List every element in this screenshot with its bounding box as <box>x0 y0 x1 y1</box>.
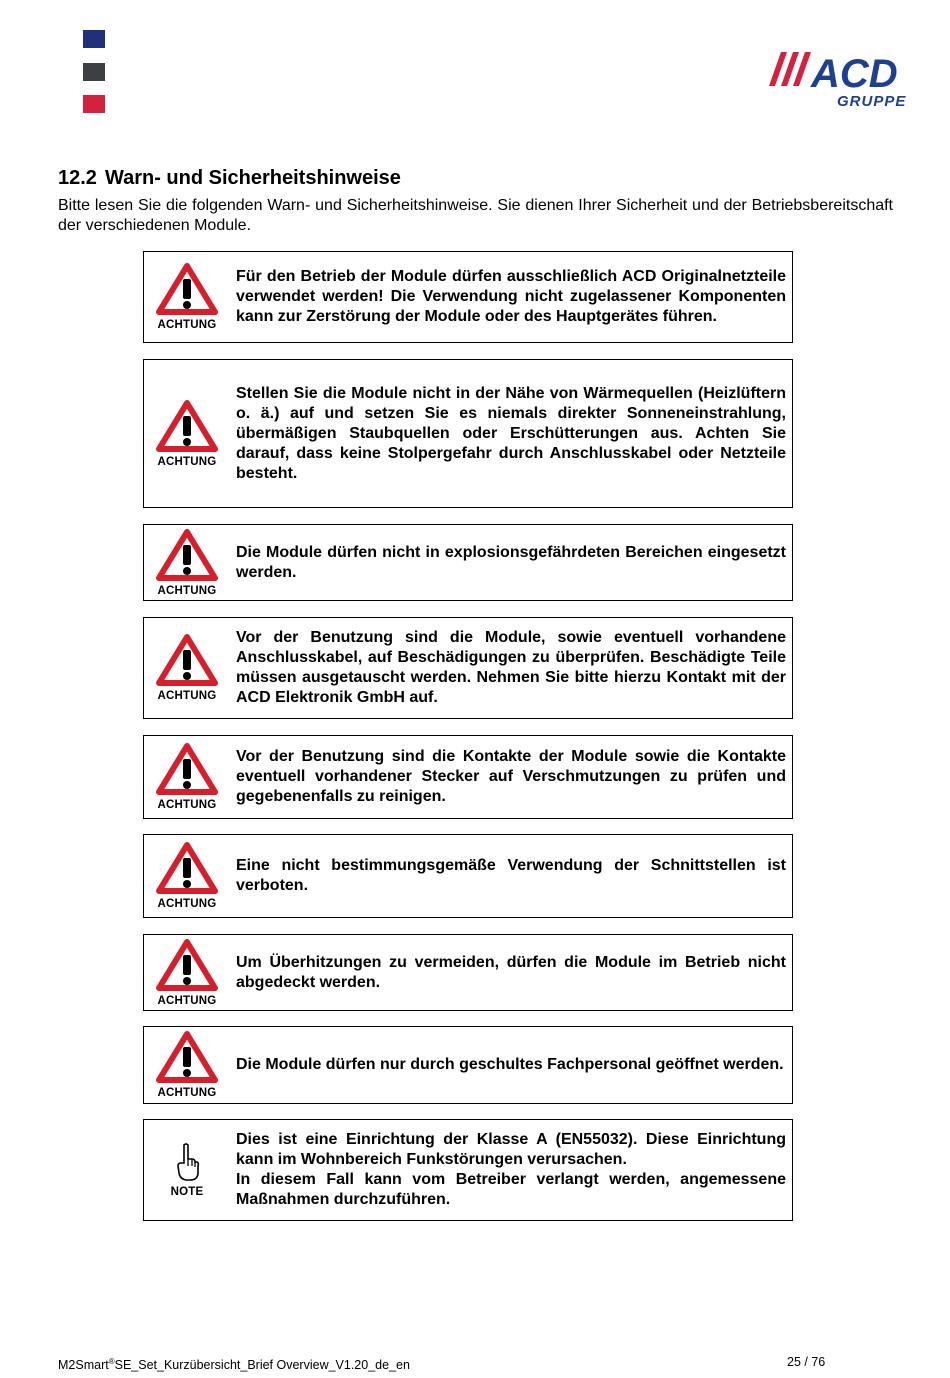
notice-paragraph: Stellen Sie die Module nicht in der Nähe von Wärmequellen (Heizlüftern o. ä.) auf und setzen Sie es niemals direkter Sonneneinstrahlung, übermäßigen Staubquellen oder Erschütterungen aus. Achten Sie darauf, dass keine Stolpergefahr durch Anschlusskabel oder Netzteile besteht. <box>236 384 786 482</box>
svg-text:ACD: ACD <box>811 52 898 96</box>
notice-label: ACHTUNG <box>157 1087 217 1099</box>
notice-paragraph: Vor der Benutzung sind die Module, sowie eventuell vorhandene Anschlusskabel, auf Beschädigungen zu überprüfen. Beschädigte Teile müssen ausgetauscht werden. Nehmen Sie bitte hierzu Kontakt mit der ACD Elektronik GmbH auf. <box>236 629 786 706</box>
section-heading <box>58 166 401 190</box>
warning-triangle-icon <box>156 529 218 581</box>
notice-paragraph: Dies ist eine Einrichtung der Klasse A (EN55032). Diese Einrichtung kann im Wohnbereich Funkstörungen verursachen. <box>236 1131 786 1168</box>
header-square-red <box>83 95 105 113</box>
notice-text <box>236 736 786 818</box>
notice-text <box>236 835 786 917</box>
warning-triangle-icon <box>156 634 218 686</box>
warning-triangle-icon <box>156 743 218 795</box>
notice-label: ACHTUNG <box>157 584 217 597</box>
notice-text <box>236 252 786 342</box>
notice-paragraph: Die Module dürfen nicht in explosionsgefährdeten Bereichen eingesetzt werden. <box>236 543 786 581</box>
notice-box <box>143 834 793 918</box>
warning-triangle-icon <box>156 263 218 315</box>
notice-symbol <box>144 360 230 507</box>
footer-page-number: 25 / 76 <box>787 1355 826 1369</box>
notice-symbol <box>144 525 230 600</box>
notice-box <box>143 934 793 1011</box>
notice-text <box>236 1027 786 1103</box>
notice-text <box>236 525 786 600</box>
notice-label: ACHTUNG <box>157 994 217 1007</box>
warning-triangle-icon <box>156 842 218 894</box>
notice-symbol <box>144 252 230 342</box>
notice-label: ACHTUNG <box>157 898 217 910</box>
section-intro: Bitte lesen Sie die folgenden Warn- und Sicherheitshinweise. Sie dienen Ihrer Sicherheit und der Betriebsbereitschaft der verschiedenen Module. <box>58 197 893 234</box>
notice-paragraph: Vor der Benutzung sind die Kontakte der Module sowie die Kontakte eventuell vorhandener Stecker auf Verschmutzungen zu prüfen und gegebenenfalls zu reinigen. <box>236 748 786 805</box>
notice-paragraph: Für den Betrieb der Module dürfen ausschließlich ACD Originalnetzteile verwendet werden! Die Verwendung nicht zugelassener Komponenten kann zur Zerstörung der Module oder des Hauptgerätes führen. <box>236 268 786 325</box>
notice-box <box>143 1119 793 1221</box>
notice-symbol <box>144 1120 230 1220</box>
notice-symbol <box>144 835 230 917</box>
svg-text:GRUPPE: GRUPPE <box>837 93 907 110</box>
notice-paragraph: Eine nicht bestimmungsgemäße Verwendung der Schnittstellen ist verboten. <box>236 857 786 894</box>
notice-symbol <box>144 1027 230 1103</box>
notice-paragraph: In diesem Fall kann vom Betreiber verlangt werden, angemessene Maßnahmen durchzuführen. <box>236 1171 786 1208</box>
notice-text <box>236 935 786 1010</box>
notice-symbol <box>144 736 230 818</box>
notice-box <box>143 251 793 343</box>
notice-paragraph: Um Überhitzungen zu vermeiden, dürfen die Module im Betrieb nicht abgedeckt werden. <box>236 953 786 991</box>
notice-symbol <box>144 935 230 1010</box>
warning-triangle-icon <box>156 400 218 452</box>
notice-label: ACHTUNG <box>157 455 217 468</box>
notice-text <box>236 618 786 718</box>
notice-box <box>143 617 793 719</box>
warning-triangle-icon <box>156 1031 218 1083</box>
notice-label: NOTE <box>170 1186 204 1198</box>
footer-document-name: M2Smart®SE_Set_Kurzübersicht_Brief Overview_V1.20_de_en <box>58 1357 410 1373</box>
notice-label: ACHTUNG <box>157 799 217 811</box>
header-square-gray <box>83 63 105 81</box>
pointing-hand-icon <box>172 1142 202 1182</box>
notice-label: ACHTUNG <box>157 690 217 702</box>
section-number: 12.2 <box>58 167 97 189</box>
notice-text <box>236 360 786 507</box>
warning-triangle-icon <box>156 939 218 991</box>
notice-paragraph: Die Module dürfen nur durch geschultes Fachpersonal geöffnet werden. <box>236 1056 784 1073</box>
notice-box <box>143 359 793 508</box>
notice-box <box>143 524 793 601</box>
acd-logo <box>765 46 925 116</box>
notice-symbol <box>144 618 230 718</box>
header-square-blue <box>83 30 105 48</box>
notice-label: ACHTUNG <box>157 319 217 331</box>
section-title: Warn- und Sicherheitshinweise <box>104 167 401 189</box>
notice-text <box>236 1120 786 1220</box>
notice-box <box>143 735 793 819</box>
notice-box <box>143 1026 793 1104</box>
